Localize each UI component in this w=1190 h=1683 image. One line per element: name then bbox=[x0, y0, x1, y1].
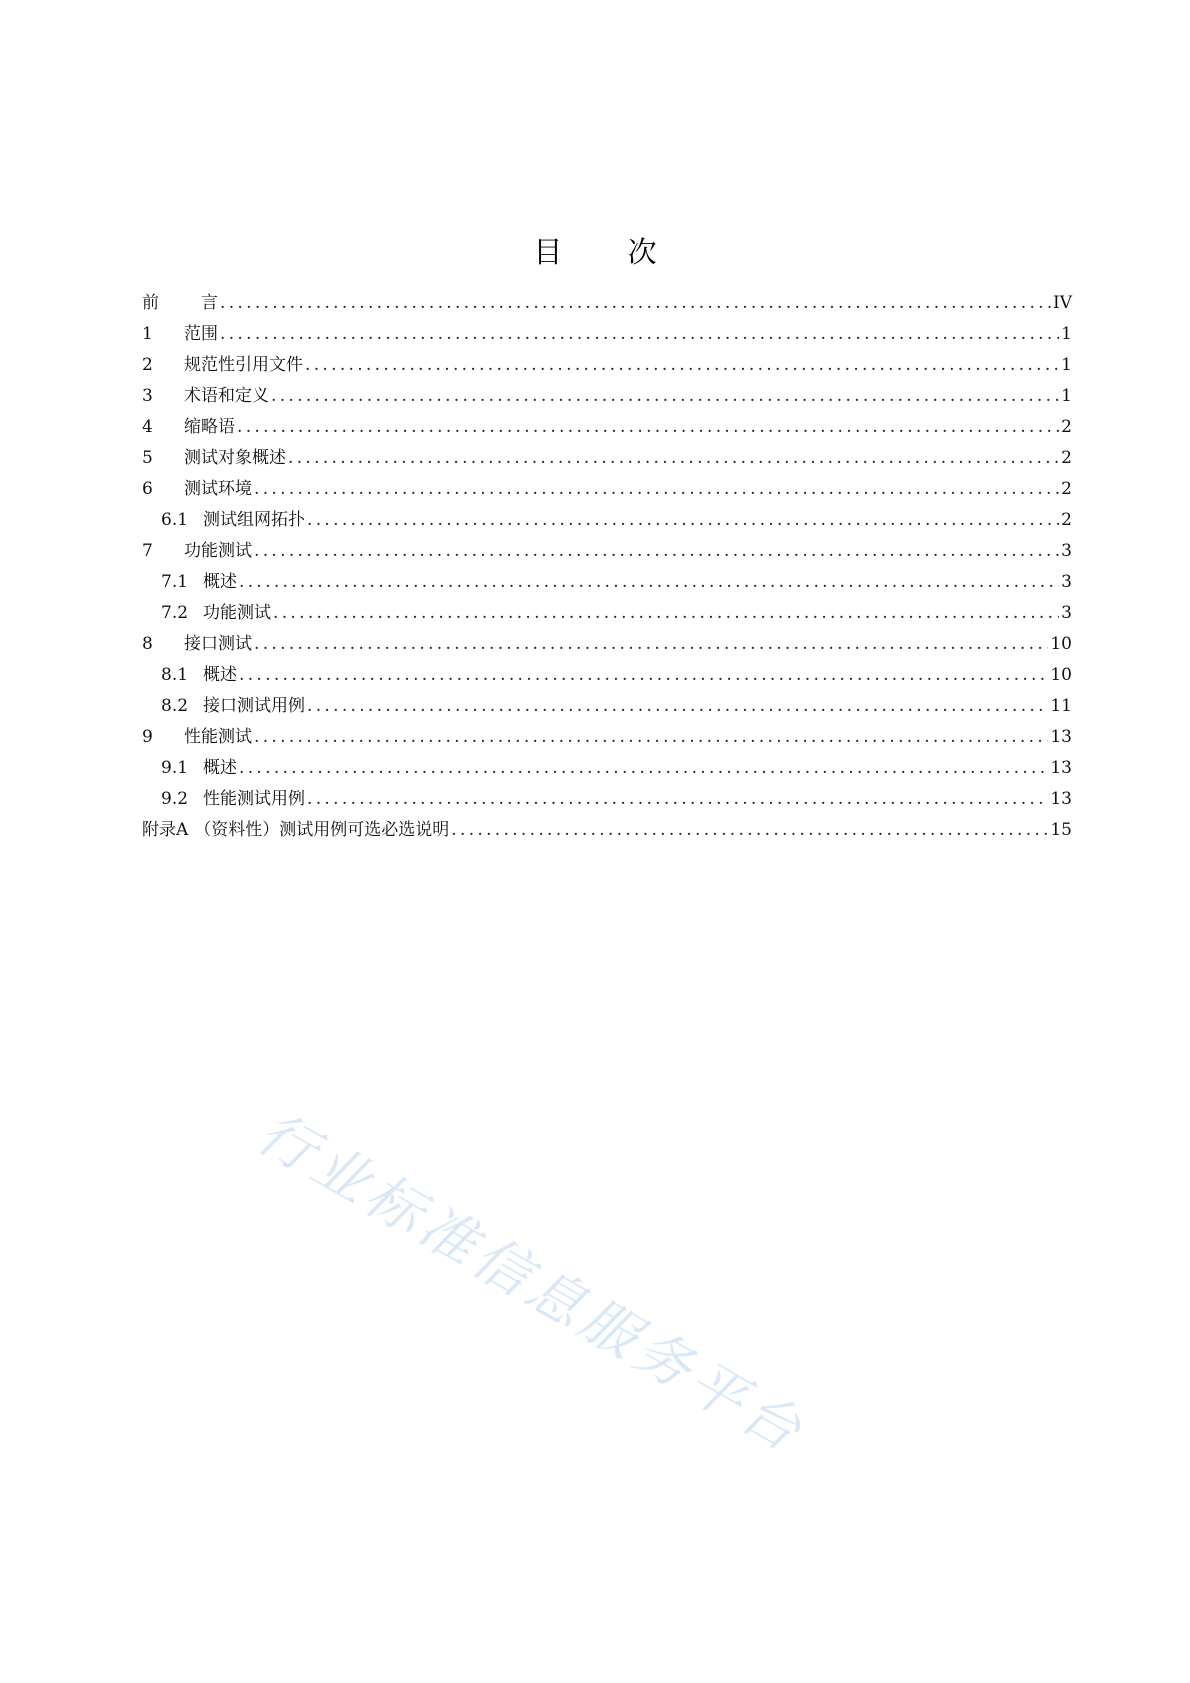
toc-entry-label: 性能测试 bbox=[184, 727, 252, 747]
toc-entry-label: （资料性）测试用例可选必选说明 bbox=[194, 820, 450, 840]
page-title: 目 次 bbox=[533, 235, 685, 269]
toc-entry-number: 9.1 bbox=[161, 758, 189, 778]
toc-entry-page: 10 bbox=[1050, 634, 1072, 654]
toc-entry[interactable] bbox=[142, 815, 1072, 846]
toc-dot-leader bbox=[254, 629, 1048, 660]
toc-entry[interactable] bbox=[142, 474, 1072, 505]
toc-entry[interactable] bbox=[142, 722, 1072, 753]
table-of-contents bbox=[142, 288, 1072, 846]
toc-dot-leader bbox=[307, 691, 1048, 722]
toc-dot-leader bbox=[271, 381, 1059, 412]
toc-entry-label: 接口测试 bbox=[184, 634, 252, 654]
toc-entry[interactable] bbox=[142, 567, 1072, 598]
toc-dot-leader bbox=[273, 598, 1059, 629]
toc-entry[interactable] bbox=[142, 319, 1072, 350]
toc-entry-page: 2 bbox=[1061, 417, 1072, 437]
toc-entry-number: 附录A bbox=[142, 820, 189, 840]
toc-dot-leader bbox=[307, 784, 1048, 815]
toc-entry-label: 概述 bbox=[203, 665, 237, 685]
toc-entry-label: 范围 bbox=[184, 324, 218, 344]
toc-entry-number: 7.1 bbox=[161, 572, 189, 592]
toc-entry[interactable] bbox=[142, 412, 1072, 443]
toc-entry-label: 接口测试用例 bbox=[203, 696, 305, 716]
toc-entry-page: 1 bbox=[1061, 355, 1072, 375]
toc-dot-leader bbox=[254, 474, 1059, 505]
toc-entry-label: 术语和定义 bbox=[184, 386, 269, 406]
toc-entry[interactable] bbox=[142, 660, 1072, 691]
toc-entry[interactable] bbox=[142, 691, 1072, 722]
toc-entry-page: 3 bbox=[1061, 603, 1072, 623]
toc-dot-leader bbox=[307, 505, 1059, 536]
toc-entry[interactable] bbox=[142, 505, 1072, 536]
toc-entry-page: 13 bbox=[1050, 789, 1072, 809]
toc-entry-page: 10 bbox=[1050, 665, 1072, 685]
toc-entry-page: 2 bbox=[1061, 448, 1072, 468]
toc-dot-leader bbox=[305, 350, 1059, 381]
toc-dot-leader bbox=[254, 536, 1059, 567]
toc-entry[interactable] bbox=[142, 381, 1072, 412]
toc-dot-leader bbox=[451, 815, 1048, 846]
toc-entry-label: 功能测试 bbox=[203, 603, 271, 623]
toc-entry-page: 15 bbox=[1050, 820, 1072, 840]
toc-entry-number: 8 bbox=[142, 634, 153, 654]
toc-dot-leader bbox=[288, 443, 1059, 474]
toc-entry[interactable] bbox=[142, 350, 1072, 381]
toc-entry[interactable] bbox=[142, 784, 1072, 815]
toc-entry-page: IV bbox=[1053, 293, 1072, 313]
toc-entry-label: 概述 bbox=[203, 758, 237, 778]
toc-dot-leader bbox=[239, 753, 1048, 784]
toc-entry[interactable] bbox=[142, 443, 1072, 474]
toc-entry-label: 测试环境 bbox=[184, 479, 252, 499]
toc-entry-page: 3 bbox=[1061, 541, 1072, 561]
toc-entry-label: 规范性引用文件 bbox=[184, 355, 303, 375]
toc-entry[interactable] bbox=[142, 536, 1072, 567]
toc-entry-number: 4 bbox=[142, 417, 153, 437]
toc-entry-label: 测试对象概述 bbox=[184, 448, 286, 468]
toc-dot-leader bbox=[239, 660, 1048, 691]
toc-entry-page: 3 bbox=[1061, 572, 1072, 592]
toc-entry-number: 5 bbox=[142, 448, 153, 468]
toc-entry-number: 7.2 bbox=[161, 603, 189, 623]
toc-dot-leader bbox=[239, 567, 1059, 598]
toc-dot-leader bbox=[220, 319, 1059, 350]
toc-entry-page: 13 bbox=[1050, 727, 1072, 747]
toc-entry-page: 11 bbox=[1050, 696, 1072, 716]
toc-entry[interactable] bbox=[142, 753, 1072, 784]
toc-entry-number: 8.2 bbox=[161, 696, 189, 716]
toc-entry-page: 13 bbox=[1050, 758, 1072, 778]
toc-dot-leader bbox=[254, 722, 1048, 753]
toc-entry-number: 1 bbox=[142, 324, 153, 344]
toc-entry-number: 6 bbox=[142, 479, 153, 499]
toc-dot-leader bbox=[237, 412, 1059, 443]
toc-entry-number: 9 bbox=[142, 727, 153, 747]
toc-entry-page: 1 bbox=[1061, 324, 1072, 344]
toc-entry-number: 2 bbox=[142, 355, 153, 375]
toc-entry-label: 性能测试用例 bbox=[203, 789, 305, 809]
toc-entry-number: 3 bbox=[142, 386, 153, 406]
toc-entry-number: 8.1 bbox=[161, 665, 189, 685]
watermark: 行业标准信息服务平台 bbox=[246, 1100, 816, 1467]
toc-entry[interactable] bbox=[142, 629, 1072, 660]
toc-entry-page: 2 bbox=[1061, 479, 1072, 499]
toc-entry-number: 前 bbox=[142, 293, 159, 313]
toc-entry-page: 2 bbox=[1061, 510, 1072, 530]
toc-entry-page: 1 bbox=[1061, 386, 1072, 406]
toc-dot-leader bbox=[220, 288, 1051, 319]
toc-entry-number: 9.2 bbox=[161, 789, 189, 809]
toc-entry[interactable] bbox=[142, 598, 1072, 629]
toc-entry-label: 测试组网拓扑 bbox=[203, 510, 305, 530]
toc-entry-label: 功能测试 bbox=[184, 541, 252, 561]
toc-entry[interactable] bbox=[142, 288, 1072, 319]
toc-entry-label: 概述 bbox=[203, 572, 237, 592]
toc-entry-label: 缩略语 bbox=[184, 417, 235, 437]
toc-entry-label: 言 bbox=[201, 293, 218, 313]
toc-entry-number: 7 bbox=[142, 541, 153, 561]
toc-entry-number: 6.1 bbox=[161, 510, 189, 530]
